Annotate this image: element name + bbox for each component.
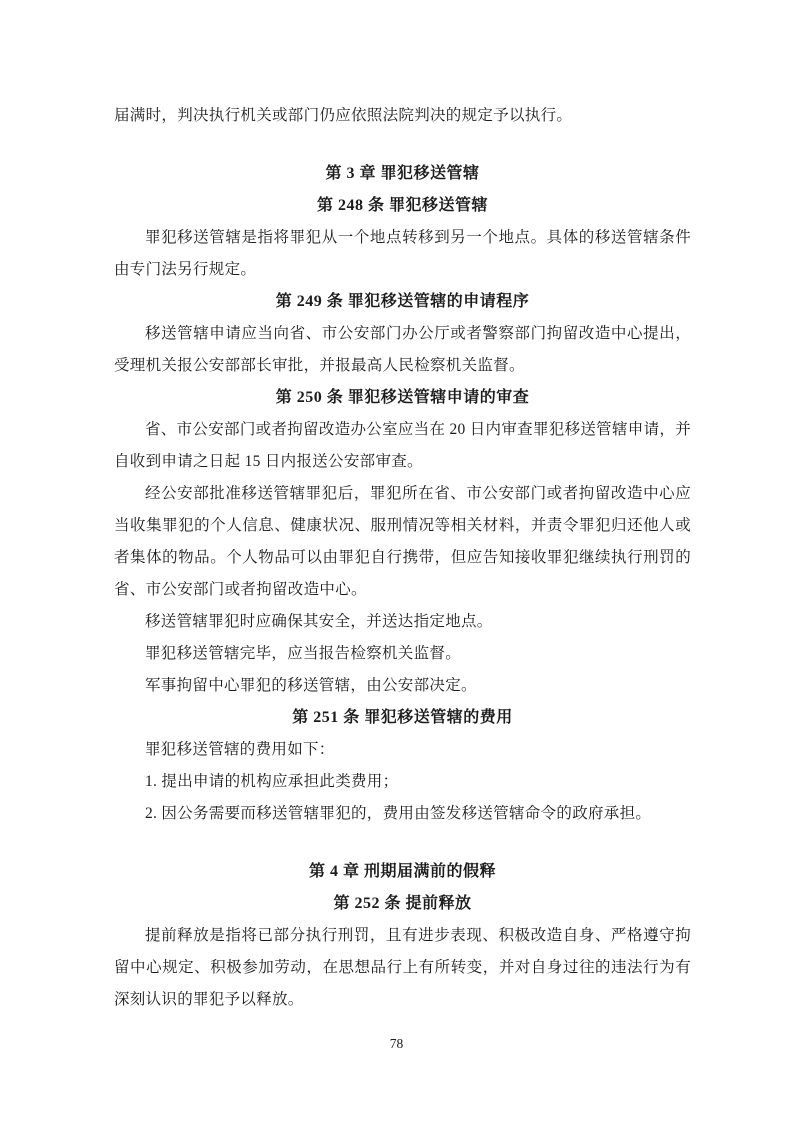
paragraph: 罪犯移送管辖的费用如下： [145, 741, 335, 758]
article-heading: 第 252 条 提前释放 [333, 895, 472, 912]
article-heading: 第 249 条 罪犯移送管辖的申请程序 [275, 293, 530, 310]
chapter-heading: 第 4 章 刑期届满前的假释 [308, 863, 496, 880]
article-heading: 第 251 条 罪犯移送管辖的费用 [292, 709, 513, 726]
paragraph: 提前释放是指将已部分执行刑罚，且有进步表现、积极改造自身、严格遵守拘留中心规定、积极参加劳动，在思想品行上有所转变，并对自身过往的违法行为有深刻认识的罪犯予以释放。 [114, 927, 691, 1008]
paragraph: 军事拘留中心罪犯的移送管辖，由公安部决定。 [145, 677, 477, 694]
page-number: 78 [389, 1036, 404, 1051]
document-body [114, 100, 691, 1016]
paragraph: 经公安部批准移送管辖罪犯后，罪犯所在省、市公安部门或者拘留改造中心应当收集罪犯的个人信息、健康状况、服刑情况等相关材料，并责令罪犯归还他人或者集体的物品。个人物品可以由罪犯自行携带，但应告知接收罪犯继续执行刑罚的省、市公安部门或者拘留改造中心。 [114, 485, 691, 598]
paragraph: 1. 提出申请的机构应承担此类费用； [145, 773, 399, 790]
paragraph: 罪犯移送管辖是指将罪犯从一个地点转移到另一个地点。具体的移送管辖条件由专门法另行规定。 [114, 229, 691, 278]
paragraph: 省、市公安部门或者拘留改造办公室应当在 20 日内审查罪犯移送管辖申请，并自收到申请之日起 15 日内报送公安部审查。 [114, 421, 691, 470]
paragraph-continuation: 届满时，判决执行机关或部门仍应依照法院判决的规定予以执行。 [114, 107, 573, 124]
paragraph: 移送管辖申请应当向省、市公安部门办公厅或者警察部门拘留改造中心提出，受理机关报公安部部长审批，并报最高人民检察机关监督。 [114, 325, 691, 374]
article-heading: 第 250 条 罪犯移送管辖申请的审查 [275, 389, 530, 406]
chapter-heading: 第 3 章 罪犯移送管辖 [325, 165, 480, 182]
paragraph: 罪犯移送管辖完毕，应当报告检察机关监督。 [145, 645, 462, 662]
article-heading: 第 248 条 罪犯移送管辖 [316, 197, 488, 214]
paragraph: 移送管辖罪犯时应确保其安全，并送达指定地点。 [145, 613, 493, 630]
paragraph: 2. 因公务需要而移送管辖罪犯的，费用由签发移送管辖命令的政府承担。 [145, 805, 652, 822]
